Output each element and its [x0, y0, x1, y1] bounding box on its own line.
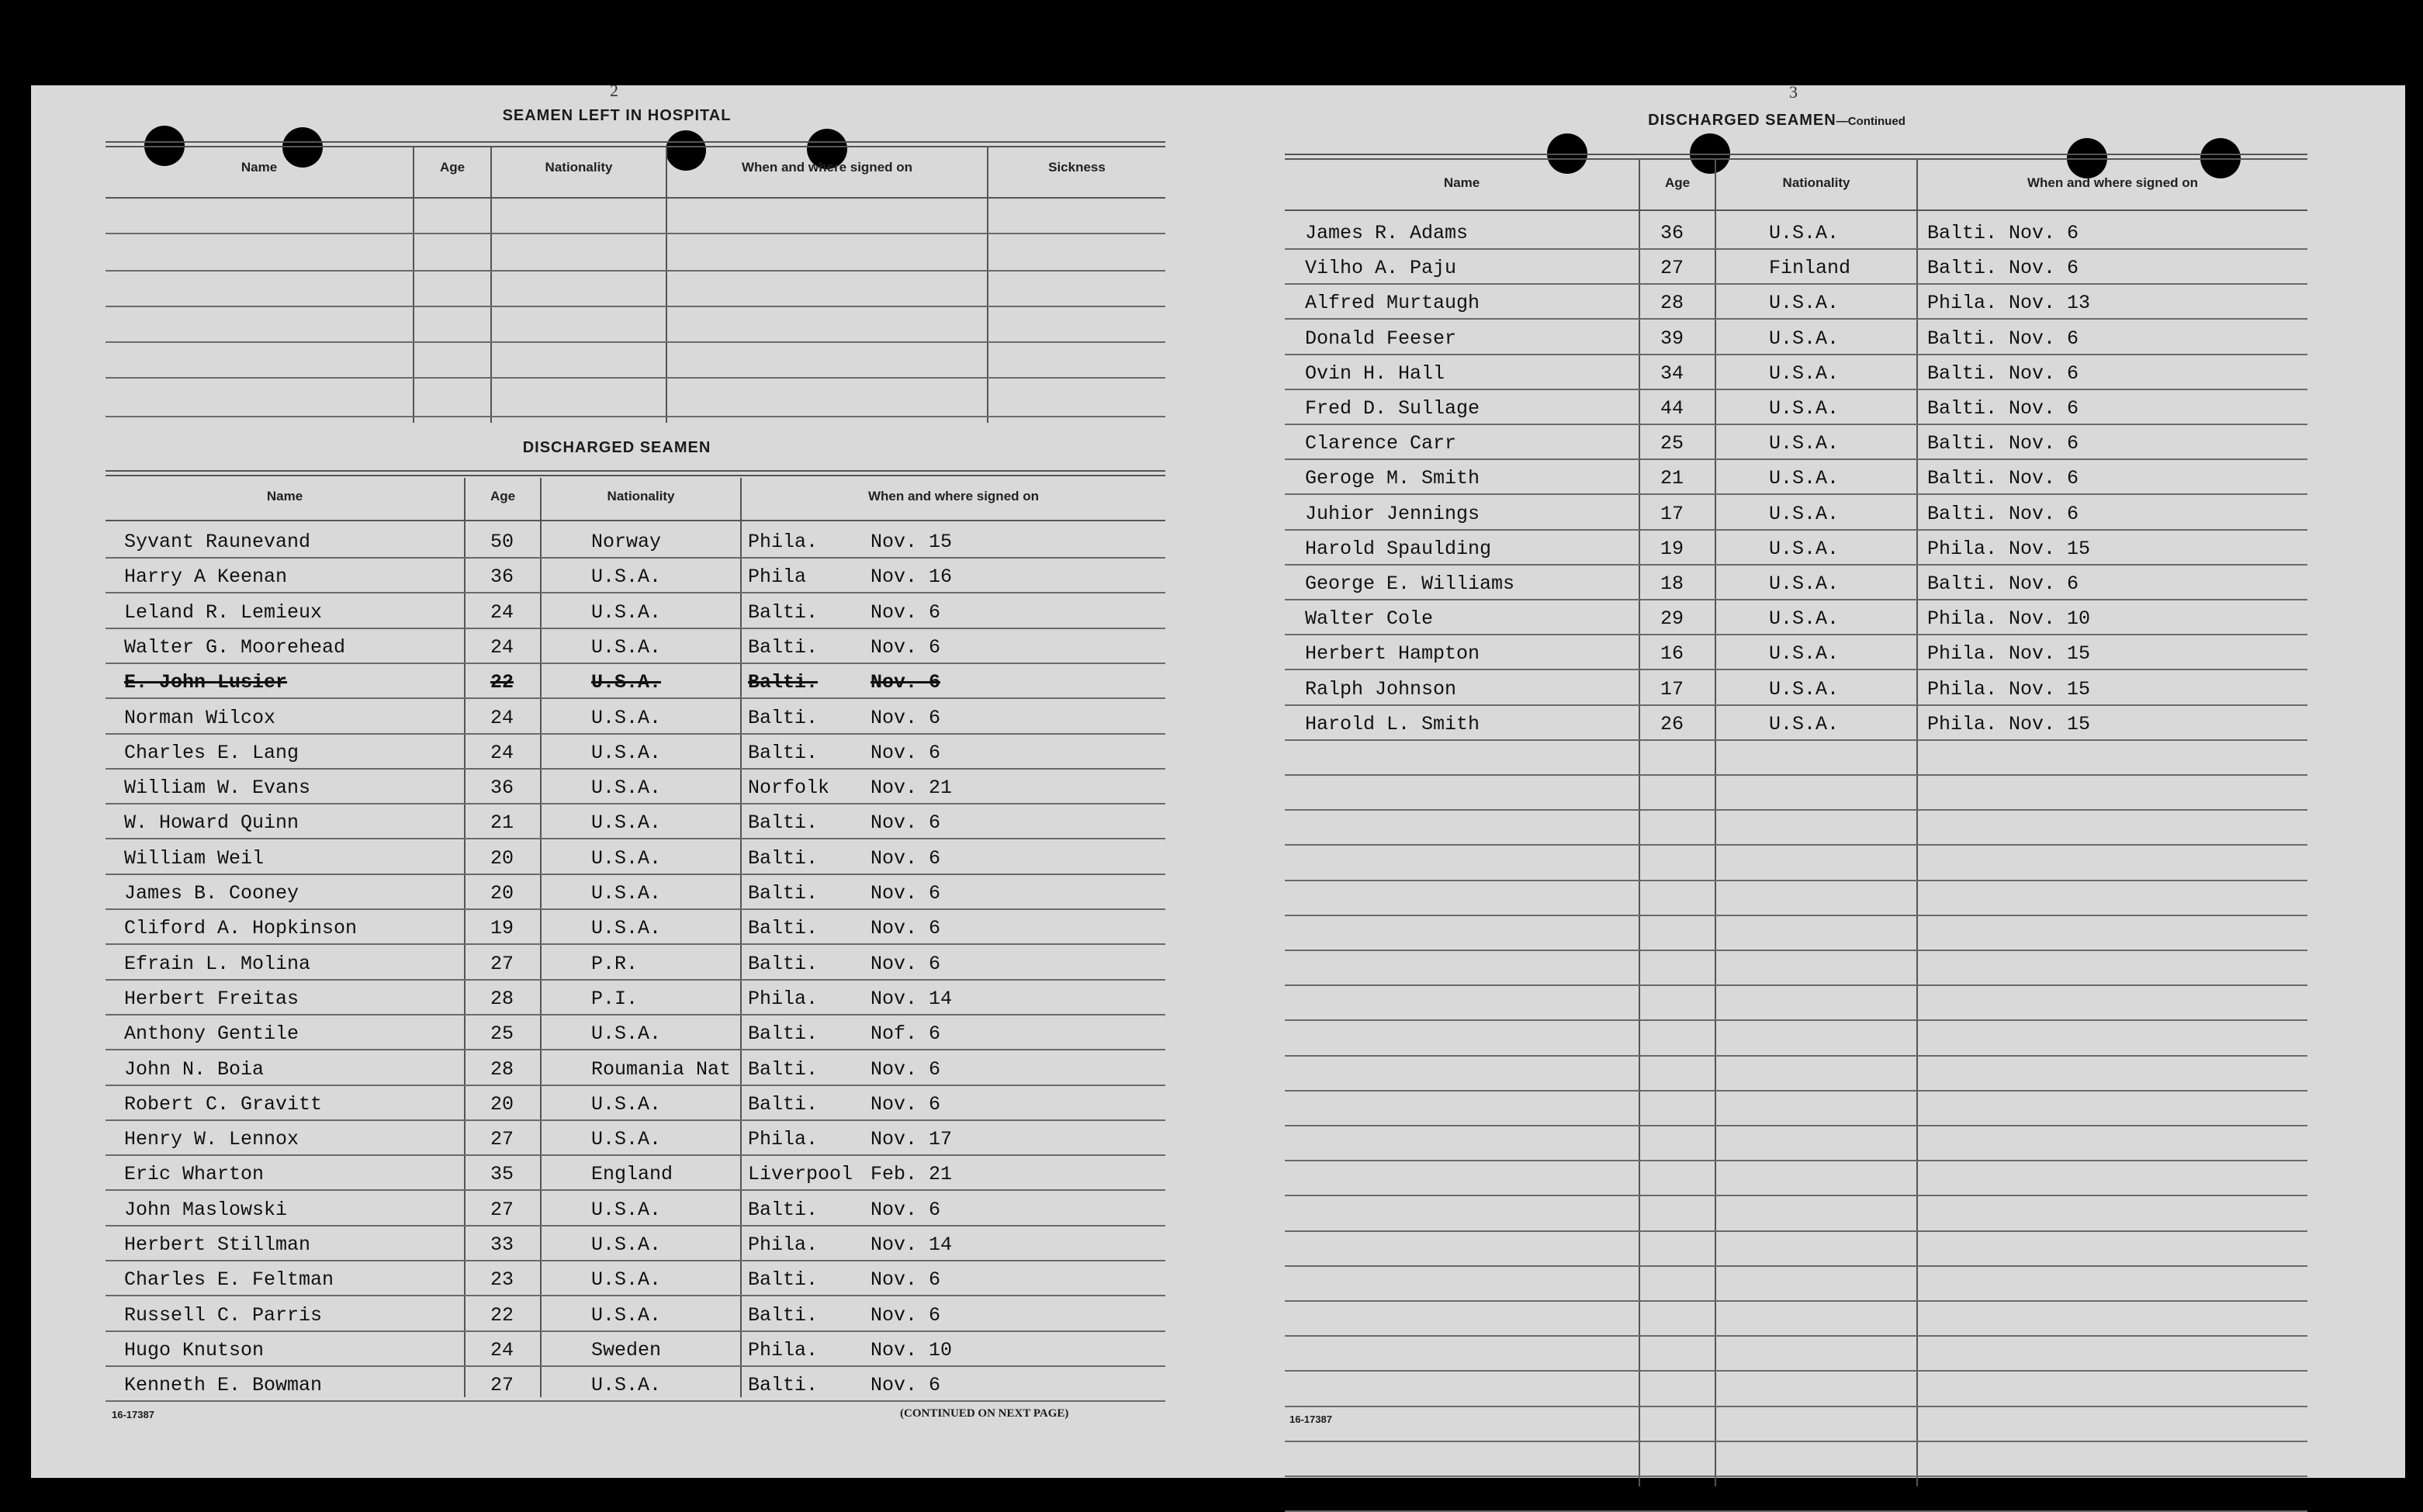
signed-on-date: Nov. 6 — [871, 601, 941, 624]
seaman-age: 27 — [490, 953, 514, 975]
seaman-name: Alfred Murtaugh — [1305, 292, 1480, 314]
table-row-rule — [1285, 493, 2307, 495]
seaman-name: John Maslowski — [124, 1199, 288, 1221]
signed-on-date: Nov. 15 — [871, 531, 953, 553]
table-row-rule — [1285, 354, 2307, 355]
signed-on-date: Nov. 6 — [871, 636, 941, 659]
seaman-nationality: U.S.A. — [1769, 327, 1840, 350]
table-row-rule — [1285, 1335, 2307, 1337]
table-row-rule — [1285, 844, 2307, 846]
seaman-nationality: U.S.A. — [591, 1304, 662, 1327]
seaman-nationality: U.S.A. — [1769, 642, 1840, 665]
table-row-rule — [1285, 1090, 2307, 1092]
seaman-nationality: P.R. — [591, 953, 639, 975]
signed-on: Phila. Nov. 10 — [1927, 607, 2091, 630]
seaman-nationality: U.S.A. — [591, 566, 662, 588]
table-row-rule — [1285, 424, 2307, 425]
seaman-name: Donald Feeser — [1305, 327, 1457, 350]
seaman-name: Harry A Keenan — [124, 566, 288, 588]
signed-on-date: Nov. 6 — [871, 1304, 941, 1327]
table-row-rule — [1285, 1195, 2307, 1196]
table-row-rule — [1285, 529, 2307, 531]
seaman-name: E. John Lusier — [124, 671, 288, 694]
signed-on-date: Nof. 6 — [871, 1022, 941, 1045]
seaman-age: 25 — [490, 1022, 514, 1045]
signed-on-place: Balti. — [748, 847, 819, 870]
hospital-top-rule — [106, 146, 1165, 147]
table-row-rule — [1285, 1160, 2307, 1161]
seaman-name: Russell C. Parris — [124, 1304, 323, 1327]
seaman-name: Anthony Gentile — [124, 1022, 299, 1045]
signed-on-place: Phila — [748, 566, 807, 588]
header-rule — [106, 520, 1165, 521]
table-row-rule — [1285, 1055, 2307, 1057]
seaman-age: 24 — [490, 636, 514, 659]
table-row-rule — [1285, 669, 2307, 670]
signed-on-date: Nov. 6 — [871, 671, 941, 694]
seaman-age: 28 — [490, 988, 514, 1010]
seaman-age: 21 — [490, 811, 514, 834]
seaman-age: 29 — [1660, 607, 1684, 630]
seaman-nationality: P.I. — [591, 988, 639, 1010]
signed-on-place: Balti. — [748, 1304, 819, 1327]
seaman-name: Harold Spaulding — [1305, 538, 1492, 560]
seaman-age: 22 — [490, 1304, 514, 1327]
table-row-rule — [1285, 1406, 2307, 1407]
seaman-age: 18 — [1660, 573, 1684, 595]
seaman-age: 23 — [490, 1268, 514, 1291]
seaman-name: Henry W. Lennox — [124, 1128, 299, 1150]
table-row-rule — [1285, 774, 2307, 776]
seaman-nationality: Sweden — [591, 1339, 662, 1361]
table-row-rule — [1285, 564, 2307, 566]
signed-on: Phila. Nov. 15 — [1927, 713, 2091, 735]
column-divider — [666, 147, 667, 423]
form-number: 16-17387 — [112, 1409, 154, 1420]
signed-on-date: Nov. 6 — [871, 953, 941, 975]
seaman-name: Robert C. Gravitt — [124, 1093, 323, 1116]
column-header: Age — [1664, 175, 1691, 190]
seaman-nationality: U.S.A. — [1769, 292, 1840, 314]
seaman-age: 20 — [490, 882, 514, 905]
signed-on-place: Balti. — [748, 671, 819, 694]
signed-on-date: Nov. 6 — [871, 1093, 941, 1116]
table-row-rule — [106, 1400, 1165, 1402]
signed-on-place: Phila. — [748, 1339, 819, 1361]
seaman-name: Geroge M. Smith — [1305, 467, 1480, 490]
table-row-rule — [1285, 634, 2307, 635]
continued-title-main: DISCHARGED SEAMEN — [1648, 112, 1836, 129]
signed-on-date: Nov. 6 — [871, 811, 941, 834]
table-row-rule — [1285, 984, 2307, 986]
signed-on-place: Balti. — [748, 882, 819, 905]
form-number-right: 16-17387 — [1289, 1413, 1332, 1425]
seaman-nationality: U.S.A. — [591, 1128, 662, 1150]
seaman-nationality: U.S.A. — [591, 1093, 662, 1116]
table-row-rule — [106, 908, 1165, 910]
signed-on-date: Nov. 6 — [871, 917, 941, 939]
table-row-rule — [1285, 1019, 2307, 1021]
seaman-nationality: U.S.A. — [1769, 713, 1840, 735]
signed-on: Balti. Nov. 6 — [1927, 573, 2079, 595]
signed-on-place: Phila. — [748, 1233, 819, 1256]
signed-on-place: Balti. — [748, 917, 819, 939]
continued-note: (CONTINUED ON NEXT PAGE) — [900, 1407, 1069, 1420]
seaman-nationality: England — [591, 1163, 673, 1185]
signed-on-place: Balti. — [748, 707, 819, 729]
seaman-name: Leland R. Lemieux — [124, 601, 323, 624]
seaman-name: Hugo Knutson — [124, 1339, 265, 1361]
table-row-rule — [1285, 283, 2307, 285]
signed-on-place: Balti. — [748, 1022, 819, 1045]
seaman-name: William W. Evans — [124, 777, 311, 799]
table-row-rule — [106, 979, 1165, 981]
seaman-name: Walter Cole — [1305, 607, 1434, 630]
seaman-nationality: U.S.A. — [591, 1199, 662, 1221]
table-row-rule — [106, 1014, 1165, 1015]
table-row-rule — [1285, 704, 2307, 706]
document-sheet — [31, 81, 2405, 1478]
seaman-age: 24 — [490, 707, 514, 729]
seaman-name: Kenneth E. Bowman — [124, 1374, 323, 1396]
column-header: Sickness — [1048, 160, 1106, 175]
seaman-age: 44 — [1660, 397, 1684, 420]
seaman-age: 28 — [1660, 292, 1684, 314]
seaman-name: W. Howard Quinn — [124, 811, 299, 834]
seaman-name: John N. Boia — [124, 1058, 265, 1081]
table-row-rule — [1285, 389, 2307, 390]
table-row-rule — [1285, 1476, 2307, 1477]
seaman-nationality: U.S.A. — [591, 1022, 662, 1045]
column-header: Age — [490, 489, 516, 503]
table-row-rule — [106, 1295, 1165, 1296]
seaman-name: Juhior Jennings — [1305, 503, 1480, 525]
table-row-rule — [106, 1049, 1165, 1050]
signed-on-date: Nov. 6 — [871, 742, 941, 764]
table-row-rule — [1285, 248, 2307, 250]
seaman-name: Eric Wharton — [124, 1163, 265, 1185]
table-row-rule — [1285, 458, 2307, 460]
right-top-rule — [1285, 154, 2307, 155]
table-row-rule — [106, 1365, 1165, 1367]
discharged-title: DISCHARGED SEAMEN — [522, 439, 711, 456]
signed-on-date: Nov. 6 — [871, 1058, 941, 1081]
seaman-name: Fred D. Sullage — [1305, 397, 1480, 420]
seaman-age: 16 — [1660, 642, 1684, 665]
seaman-nationality: U.S.A. — [591, 671, 662, 694]
seaman-nationality: U.S.A. — [1769, 397, 1840, 420]
table-row-rule — [106, 628, 1165, 629]
table-row-rule — [1285, 1441, 2307, 1442]
table-row-rule — [1285, 1230, 2307, 1232]
hospital-top-rule — [106, 141, 1165, 143]
signed-on: Phila. Nov. 15 — [1927, 538, 2091, 560]
seaman-name: James R. Adams — [1305, 222, 1469, 244]
signed-on-date: Nov. 6 — [871, 707, 941, 729]
column-divider — [413, 147, 414, 423]
right-top-rule — [1285, 158, 2307, 160]
seaman-name: Cliford A. Hopkinson — [124, 917, 358, 939]
signed-on-place: Balti. — [748, 953, 819, 975]
hospital-title: SEAMEN LEFT IN HOSPITAL — [502, 107, 732, 124]
column-divider — [987, 147, 988, 423]
table-row-rule — [106, 838, 1165, 839]
seaman-nationality: U.S.A. — [1769, 573, 1840, 595]
seaman-age: 36 — [490, 777, 514, 799]
seaman-nationality: U.S.A. — [591, 811, 662, 834]
seaman-nationality: U.S.A. — [1769, 467, 1840, 490]
signed-on: Phila. Nov. 15 — [1927, 678, 2091, 701]
seaman-nationality: U.S.A. — [591, 1268, 662, 1291]
signed-on-date: Nov. 6 — [871, 1374, 941, 1396]
blank-row-rule — [106, 341, 1165, 343]
column-header: Name — [266, 489, 303, 503]
table-row-rule — [1285, 950, 2307, 951]
seaman-age: 27 — [490, 1199, 514, 1221]
signed-on: Balti. Nov. 6 — [1927, 327, 2079, 350]
table-row-rule — [106, 1225, 1165, 1227]
seaman-age: 36 — [1660, 222, 1684, 244]
seaman-name: George E. Williams — [1305, 573, 1515, 595]
seaman-age: 24 — [490, 1339, 514, 1361]
signed-on-place: Balti. — [748, 811, 819, 834]
column-header: When and where signed on — [741, 160, 913, 175]
table-row-rule — [106, 1119, 1165, 1121]
seaman-age: 27 — [490, 1374, 514, 1396]
table-row-rule — [106, 733, 1165, 735]
seaman-age: 19 — [490, 917, 514, 939]
table-row-rule — [106, 1085, 1165, 1086]
seaman-name: Ovin H. Hall — [1305, 362, 1445, 385]
seaman-name: Herbert Freitas — [124, 988, 299, 1010]
seaman-nationality: U.S.A. — [591, 707, 662, 729]
seaman-name: Efrain L. Molina — [124, 953, 311, 975]
signed-on: Phila. Nov. 13 — [1927, 292, 2091, 314]
table-row-rule — [106, 768, 1165, 770]
blank-row-rule — [106, 270, 1165, 272]
signed-on: Balti. Nov. 6 — [1927, 222, 2079, 244]
seaman-name: Walter G. Moorehead — [124, 636, 346, 659]
header-rule — [106, 197, 1165, 199]
signed-on-place: Liverpool — [748, 1163, 853, 1185]
blank-row-rule — [106, 377, 1165, 379]
seaman-name: Clarence Carr — [1305, 432, 1457, 455]
seaman-age: 39 — [1660, 327, 1684, 350]
column-divider — [1916, 160, 1918, 1486]
signed-on: Balti. Nov. 6 — [1927, 503, 2079, 525]
seaman-nationality: U.S.A. — [591, 1233, 662, 1256]
seaman-age: 19 — [1660, 538, 1684, 560]
discharged-top-rule — [106, 470, 1165, 472]
signed-on-date: Feb. 21 — [871, 1163, 953, 1185]
signed-on-date: Nov. 17 — [871, 1128, 953, 1150]
table-row-rule — [1285, 1265, 2307, 1267]
table-row-rule — [1285, 1300, 2307, 1302]
seaman-nationality: U.S.A. — [1769, 678, 1840, 701]
table-row-rule — [1285, 318, 2307, 320]
blank-row-rule — [106, 306, 1165, 307]
table-row-rule — [106, 1189, 1165, 1191]
seaman-nationality: U.S.A. — [1769, 362, 1840, 385]
signed-on-date: Nov. 16 — [871, 566, 953, 588]
seaman-nationality: Roumania Nat — [591, 1058, 732, 1081]
seaman-name: Harold L. Smith — [1305, 713, 1480, 735]
signed-on-date: Nov. 6 — [871, 847, 941, 870]
signed-on-place: Norfolk — [748, 777, 830, 799]
column-header: Nationality — [1782, 175, 1850, 190]
seaman-nationality: U.S.A. — [1769, 432, 1840, 455]
table-row-rule — [106, 1330, 1165, 1332]
signed-on-date: Nov. 6 — [871, 882, 941, 905]
table-row-rule — [106, 874, 1165, 875]
seaman-nationality: U.S.A. — [591, 917, 662, 939]
signed-on-place: Balti. — [748, 601, 819, 624]
left-page-number: 2 — [610, 81, 618, 100]
signed-on-place: Balti. — [748, 1058, 819, 1081]
column-header: When and where signed on — [867, 489, 1040, 503]
seaman-nationality: U.S.A. — [591, 847, 662, 870]
seaman-name: Norman Wilcox — [124, 707, 276, 729]
seaman-age: 34 — [1660, 362, 1684, 385]
right-page-number: 3 — [1789, 82, 1798, 102]
header-rule — [1285, 209, 2307, 211]
seaman-age: 17 — [1660, 503, 1684, 525]
seaman-age: 27 — [1660, 257, 1684, 279]
seaman-nationality: U.S.A. — [591, 636, 662, 659]
signed-on-date: Nov. 14 — [871, 988, 953, 1010]
column-divider — [1715, 160, 1716, 1486]
signed-on: Balti. Nov. 6 — [1927, 467, 2079, 490]
table-row-rule — [106, 803, 1165, 804]
seaman-age: 27 — [490, 1128, 514, 1150]
signed-on-date: Nov. 21 — [871, 777, 953, 799]
seaman-name: Ralph Johnson — [1305, 678, 1457, 701]
blank-row-rule — [106, 233, 1165, 234]
signed-on: Balti. Nov. 6 — [1927, 362, 2079, 385]
seaman-age: 20 — [490, 847, 514, 870]
seaman-nationality: Finland — [1769, 257, 1851, 279]
discharged-top-rule — [106, 475, 1165, 476]
seaman-nationality: U.S.A. — [591, 1374, 662, 1396]
continued-title — [1583, 112, 1971, 130]
seaman-age: 22 — [490, 671, 514, 694]
seaman-age: 33 — [490, 1233, 514, 1256]
seaman-name: Charles E. Feltman — [124, 1268, 334, 1291]
seaman-nationality: U.S.A. — [1769, 538, 1840, 560]
signed-on-date: Nov. 10 — [871, 1339, 953, 1361]
seaman-name: Syvant Raunevand — [124, 531, 311, 553]
signed-on-place: Phila. — [748, 531, 819, 553]
seaman-nationality: U.S.A. — [591, 882, 662, 905]
column-header: Age — [439, 160, 466, 175]
seaman-nationality: U.S.A. — [591, 601, 662, 624]
table-row-rule — [1285, 809, 2307, 811]
signed-on-place: Phila. — [748, 988, 819, 1010]
seaman-nationality: U.S.A. — [1769, 503, 1840, 525]
seaman-age: 36 — [490, 566, 514, 588]
seaman-age: 25 — [1660, 432, 1684, 455]
column-header: Name — [1443, 175, 1480, 190]
seaman-age: 20 — [490, 1093, 514, 1116]
signed-on-place: Balti. — [748, 1093, 819, 1116]
table-row-rule — [1285, 915, 2307, 916]
table-row-rule — [106, 1154, 1165, 1156]
column-header: Nationality — [545, 160, 613, 175]
seaman-age: 24 — [490, 601, 514, 624]
signed-on: Balti. Nov. 6 — [1927, 432, 2079, 455]
table-row-rule — [1285, 880, 2307, 881]
seaman-name: Herbert Stillman — [124, 1233, 311, 1256]
seaman-name: Charles E. Lang — [124, 742, 299, 764]
signed-on-date: Nov. 14 — [871, 1233, 953, 1256]
table-row-rule — [1285, 1125, 2307, 1126]
seaman-age: 35 — [490, 1163, 514, 1185]
signed-on-date: Nov. 6 — [871, 1199, 941, 1221]
table-row-rule — [106, 697, 1165, 699]
seaman-name: William Weil — [124, 847, 265, 870]
seaman-name: Herbert Hampton — [1305, 642, 1480, 665]
seaman-nationality: U.S.A. — [591, 742, 662, 764]
table-row-rule — [106, 1260, 1165, 1261]
table-row-rule — [106, 592, 1165, 593]
seaman-age: 28 — [490, 1058, 514, 1081]
seaman-nationality: U.S.A. — [591, 777, 662, 799]
signed-on: Phila. Nov. 15 — [1927, 642, 2091, 665]
signed-on-place: Phila. — [748, 1128, 819, 1150]
seaman-name: James B. Cooney — [124, 882, 299, 905]
column-header: When and where signed on — [2027, 175, 2199, 190]
column-header: Nationality — [607, 489, 675, 503]
signed-on: Balti. Nov. 6 — [1927, 257, 2079, 279]
seaman-nationality: U.S.A. — [1769, 222, 1840, 244]
seaman-age: 17 — [1660, 678, 1684, 701]
seaman-age: 24 — [490, 742, 514, 764]
seaman-nationality: U.S.A. — [1769, 607, 1840, 630]
seaman-age: 50 — [490, 531, 514, 553]
seaman-age: 21 — [1660, 467, 1684, 490]
table-row-rule — [1285, 599, 2307, 600]
signed-on-place: Balti. — [748, 636, 819, 659]
seaman-name: Vilho A. Paju — [1305, 257, 1457, 279]
table-row-rule — [106, 557, 1165, 559]
column-divider — [1639, 160, 1640, 1486]
signed-on: Balti. Nov. 6 — [1927, 397, 2079, 420]
signed-on-place: Balti. — [748, 1268, 819, 1291]
seaman-nationality: Norway — [591, 531, 662, 553]
column-divider — [490, 147, 492, 423]
signed-on-place: Balti. — [748, 1374, 819, 1396]
table-row-rule — [1285, 1370, 2307, 1372]
signed-on-date: Nov. 6 — [871, 1268, 941, 1291]
table-row-rule — [106, 943, 1165, 945]
signed-on-place: Balti. — [748, 1199, 819, 1221]
column-header: Name — [241, 160, 278, 175]
table-row-rule — [106, 663, 1165, 664]
seaman-age: 26 — [1660, 713, 1684, 735]
signed-on-place: Balti. — [748, 742, 819, 764]
continued-title-suffix: —Continued — [1836, 115, 1906, 128]
table-row-rule — [1285, 739, 2307, 741]
blank-row-rule — [106, 416, 1165, 417]
